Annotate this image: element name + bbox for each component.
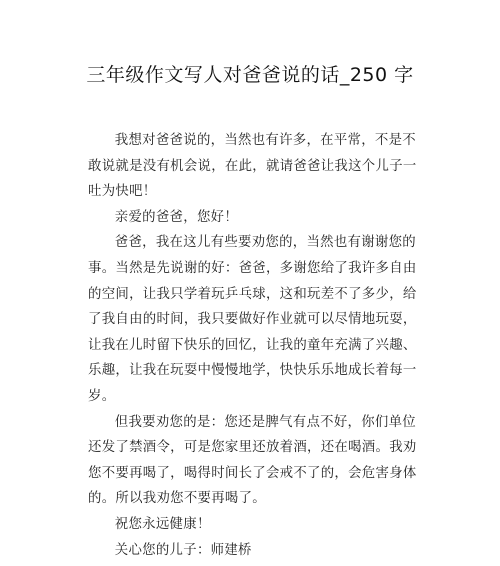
text-line: 乐趣，让我在玩耍中慢慢地学，快快乐乐地成长着每一 — [88, 363, 417, 379]
paragraph-signature — [88, 538, 418, 564]
text-line: 岁。 — [88, 388, 116, 404]
text-line: 的。所以我劝您不要再喝了。 — [88, 491, 266, 507]
text-line: 您不要再喝了，喝得时间长了会戒不了的，会危害身体 — [88, 465, 417, 481]
text-line: 吐为快吧！ — [88, 184, 157, 200]
text-line: 关心您的儿子：师建桥 — [114, 542, 252, 558]
paragraph-wish — [88, 512, 418, 538]
text-line: 敢说就是没有机会说，在此，就请爸爸让我这个儿子一 — [88, 158, 417, 174]
text-line: 我想对爸爸说的，当然也有许多，在平常，不是不 — [114, 133, 416, 148]
text-line: 还发了禁酒令，可是您家里还放着酒，还在喝酒。我劝 — [88, 440, 417, 456]
paragraph-greeting — [88, 205, 418, 231]
document-title: 三年级作文写人对爸爸说的话_250 字 — [86, 64, 414, 86]
text-line: 的空间，让我只学着玩乒乓球，这和玩差不了多少，给 — [88, 286, 417, 302]
text-line: 但我要劝您的是：您还是脾气有点不好，你们单位 — [114, 414, 416, 430]
text-line: 祝您永远健康！ — [114, 516, 211, 532]
text-line: 了我自由的时间，我只要做好作业就可以尽情地玩耍， — [88, 312, 417, 328]
text-line: 爸爸，我在这儿有些要劝您的，当然也有谢谢您的 — [114, 235, 416, 251]
paragraph-thanks — [88, 230, 418, 409]
text-line: 亲爱的爸爸，您好！ — [114, 209, 239, 225]
text-line: 事。当然是先说谢的好：爸爸，多谢您给了我许多自由 — [88, 260, 417, 276]
paragraph-advice — [88, 410, 418, 512]
text-line: 让我在儿时留下快乐的回忆，让我的童年充满了兴趣、 — [88, 337, 417, 353]
document-body — [88, 128, 418, 563]
paragraph-intro — [88, 128, 418, 205]
